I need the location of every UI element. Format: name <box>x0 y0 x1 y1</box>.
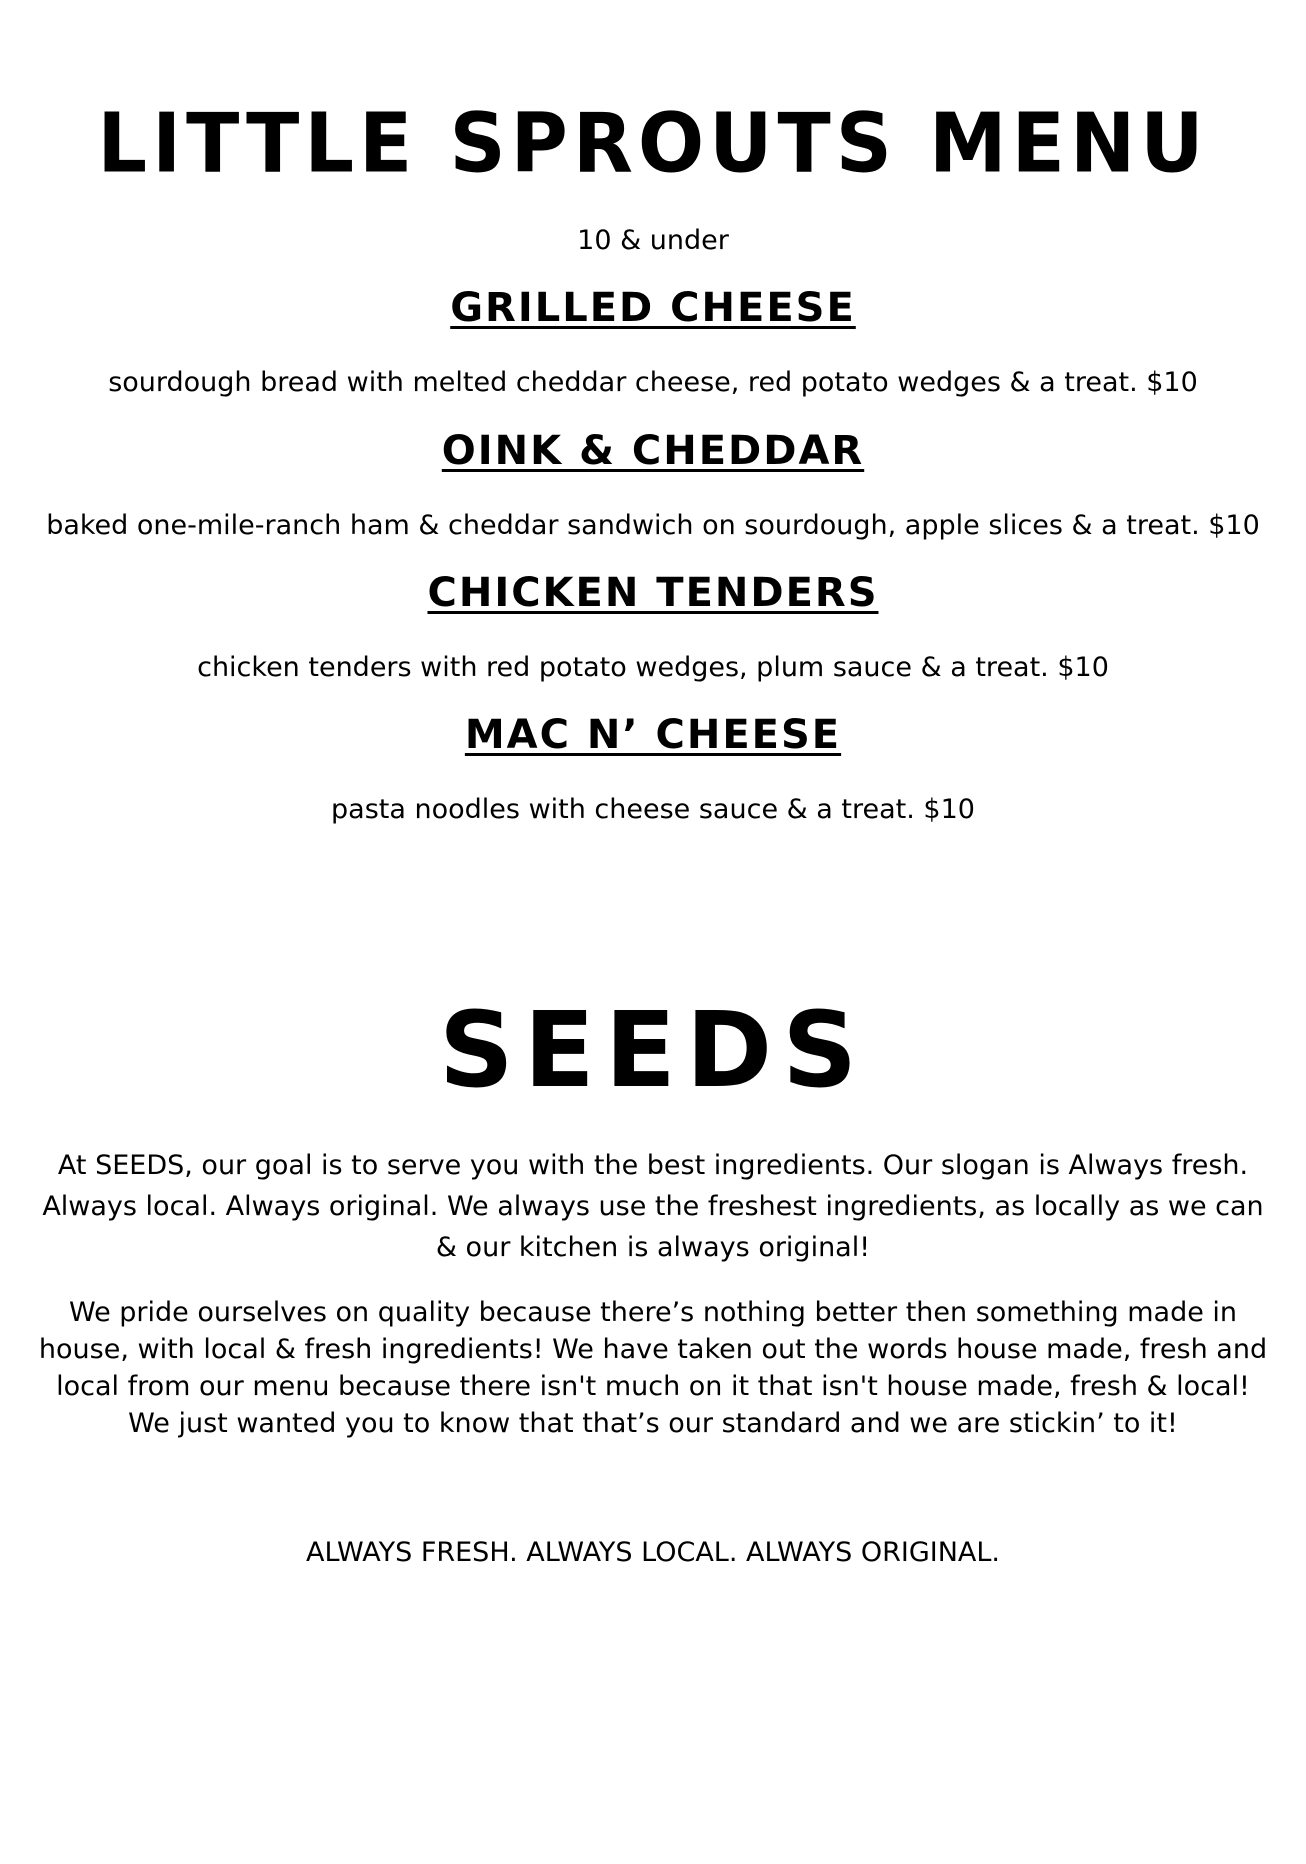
dish-name-text: GRILLED CHEESE <box>450 285 856 331</box>
dish-name-text: MAC N’ CHEESE <box>464 712 842 758</box>
age-note: 10 & under <box>577 225 729 256</box>
dish-name-text: OINK & CHEDDAR <box>441 428 865 474</box>
slogan: ALWAYS FRESH. ALWAYS LOCAL. ALWAYS ORIGINAL. <box>305 1537 1001 1568</box>
dish-description: pasta noodles with cheese sauce & a treat. $10 <box>331 794 975 825</box>
seeds-title: SEEDS <box>438 989 868 1111</box>
dish-name <box>0 284 1306 332</box>
dish-name <box>0 569 1306 617</box>
dish-name <box>0 711 1306 759</box>
menu-title: LITTLE SPROUTS MENU <box>97 96 1209 192</box>
dish-description: baked one-mile-ranch ham & cheddar sandwich on sourdough, apple slices & a treat. $10 <box>46 510 1260 541</box>
about-paragraph: We pride ourselves on quality because there’s nothing better then something made in house, with local & fresh ingredients! We have taken out the words house made, fresh and local from our menu because there isn't much on it that isn't house made, fresh & local! We just wanted you to know that that’s our standard and we are stickin’ to it! <box>38 1297 1268 1439</box>
dish-description: chicken tenders with red potato wedges, plum sauce & a treat. $10 <box>197 652 1109 683</box>
dish-name-text: CHICKEN TENDERS <box>427 570 879 616</box>
dish-description: sourdough bread with melted cheddar cheese, red potato wedges & a treat. $10 <box>108 367 1198 398</box>
about-paragraph: At SEEDS, our goal is to serve you with the best ingredients. Our slogan is Always fresh. Always local. Always original. We always use the freshest ingredients, as locally as we can & our kitchen is always original! <box>42 1150 1264 1263</box>
dish-name <box>0 427 1306 475</box>
